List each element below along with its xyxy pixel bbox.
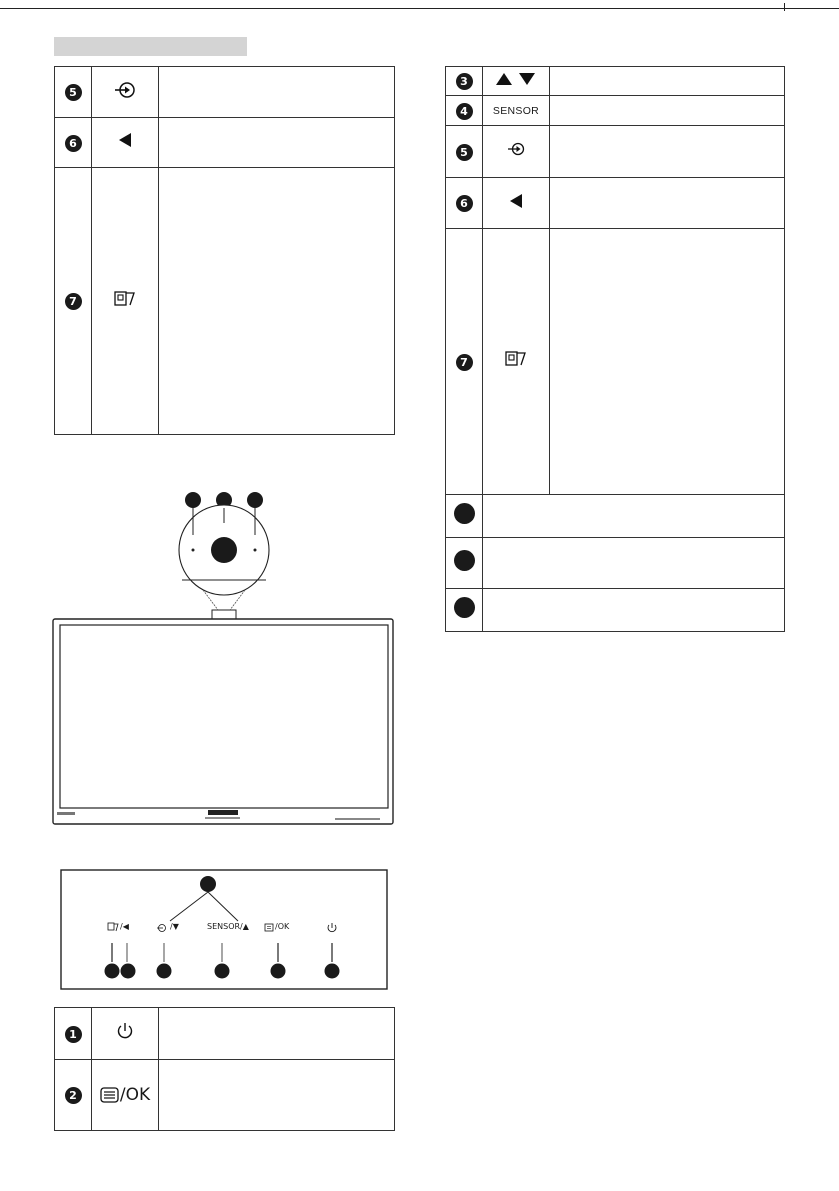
monitor-screen [60, 625, 388, 808]
table-row [446, 589, 785, 632]
row-number-badge [454, 503, 475, 524]
table-row [55, 1060, 395, 1131]
table-row [55, 1008, 395, 1060]
table-row [446, 96, 785, 126]
row-number-badge: 7 [65, 293, 82, 310]
sensor-label: SENSOR [483, 96, 550, 126]
back-triangle-icon [483, 178, 550, 229]
menu-ok-icon [92, 1060, 159, 1131]
table-row [446, 538, 785, 589]
row-number-badge: 7 [456, 354, 473, 371]
header-rule [0, 8, 839, 9]
row-number-badge [454, 597, 475, 618]
table-row [55, 118, 395, 168]
back-triangle-icon [92, 118, 159, 168]
camera-lens [211, 537, 237, 563]
table-row [55, 168, 395, 435]
table-row [446, 67, 785, 96]
smartimage-icon [483, 229, 550, 495]
panel-label-down: /▼ [170, 922, 179, 931]
callout-badge [185, 492, 201, 508]
input-icon [483, 126, 550, 178]
input-icon [92, 67, 159, 118]
table-row [446, 229, 785, 495]
row-number-badge: 4 [456, 103, 473, 120]
right-control-table [445, 66, 785, 632]
section-title-bar [54, 37, 247, 56]
row-number-badge [454, 550, 475, 571]
row-number-badge: 1 [65, 1026, 82, 1043]
row-number-badge: 6 [65, 135, 82, 152]
row-number-badge: 6 [456, 195, 473, 212]
row-number-badge: 5 [456, 144, 473, 161]
panel-label-ok: /OK [275, 922, 290, 931]
table-row [446, 126, 785, 178]
table-row [55, 67, 395, 118]
panel-label-sensor: SENSOR/▲ [207, 922, 249, 931]
left-control-table [54, 66, 395, 435]
bottom-control-table [54, 1007, 395, 1131]
row-number-badge: 5 [65, 84, 82, 101]
row-number-badge: 3 [456, 73, 473, 90]
monitor-diagram [40, 480, 410, 830]
panel-label-back: /◀ [120, 922, 129, 931]
up-down-triangles-icon [483, 67, 550, 96]
callout-badge [247, 492, 263, 508]
table-row [446, 178, 785, 229]
row-number-badge: 2 [65, 1087, 82, 1104]
smartimage-icon [92, 168, 159, 435]
power-icon [92, 1008, 159, 1060]
ok-label: /OK [119, 1085, 151, 1105]
table-row [446, 495, 785, 538]
header-tick [784, 3, 785, 11]
